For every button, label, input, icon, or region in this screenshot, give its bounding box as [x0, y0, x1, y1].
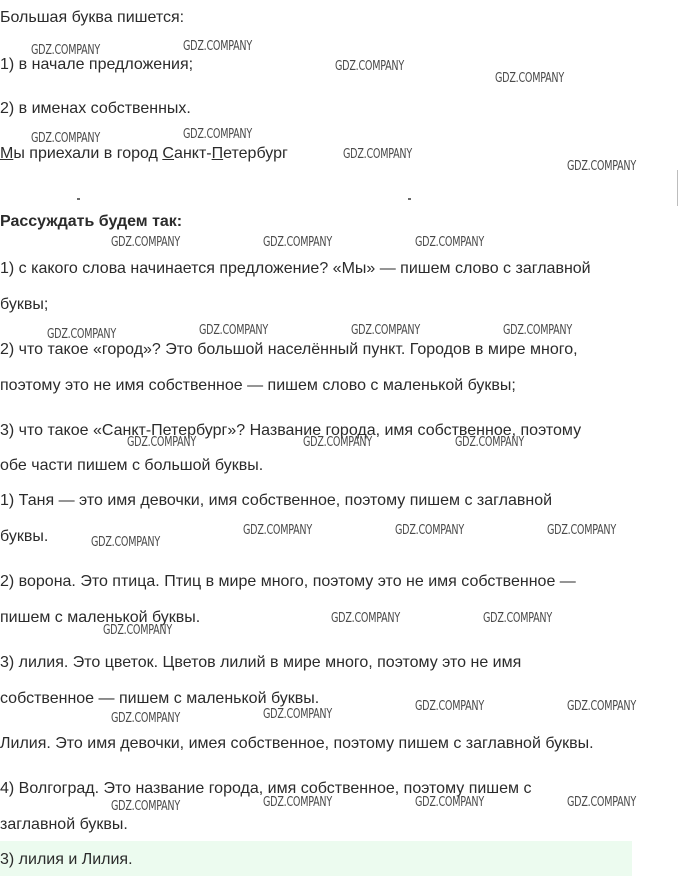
example-text-3: етербург — [223, 145, 288, 162]
watermark: GDZ.COMPANY — [127, 435, 196, 450]
watermark: GDZ.COMPANY — [495, 71, 564, 86]
reason-line: 2) что такое «город»? Это большой населённый пункт. Городов в мире много, — [0, 341, 578, 358]
watermark: GDZ.COMPANY — [111, 711, 180, 726]
watermark: GDZ.COMPANY — [415, 795, 484, 810]
reason-line: 3) что такое «Санкт-Петербург»? Название города, имя собственное, поэтому — [0, 422, 582, 439]
watermark: GDZ.COMPANY — [503, 323, 572, 338]
example-text-1: ы приехали в город — [13, 145, 163, 162]
answer-line: 1) Таня — это имя девочки, имя собственное, поэтому пишем с заглавной — [0, 492, 553, 509]
watermark: GDZ.COMPANY — [91, 535, 160, 550]
watermark: GDZ.COMPANY — [183, 127, 252, 142]
watermark: GDZ.COMPANY — [343, 147, 412, 162]
watermark: GDZ.COMPANY — [199, 323, 268, 338]
example-sentence — [0, 145, 288, 163]
watermark: GDZ.COMPANY — [395, 523, 464, 538]
watermark: GDZ.COMPANY — [263, 795, 332, 810]
watermark: GDZ.COMPANY — [103, 623, 172, 638]
watermark: GDZ.COMPANY — [243, 523, 312, 538]
watermark: GDZ.COMPANY — [567, 159, 636, 174]
watermark: GDZ.COMPANY — [415, 235, 484, 250]
rule-item-2: 2) в именах собственных. — [0, 100, 191, 117]
answer-line: буквы. — [0, 528, 49, 545]
watermark: GDZ.COMPANY — [455, 435, 524, 450]
capital-letter-s: С — [162, 145, 175, 162]
reason-line: 1) с какого слова начинается предложение? «Мы» — пишем слово с заглавной — [0, 260, 591, 277]
capital-letter-m: М — [0, 145, 14, 162]
cut-text-fragments — [0, 196, 680, 204]
final-answer: 3) лилия и Лилия. — [0, 851, 133, 868]
watermark: GDZ.COMPANY — [183, 39, 252, 54]
answer-line: заглавной буквы. — [0, 816, 128, 833]
answer-line: 4) Волгоград. Это название города, имя собственное, поэтому пишем с — [0, 780, 532, 797]
watermark: GDZ.COMPANY — [547, 523, 616, 538]
watermark: GDZ.COMPANY — [263, 707, 332, 722]
watermark: GDZ.COMPANY — [483, 611, 552, 626]
watermark: GDZ.COMPANY — [111, 799, 180, 814]
watermark: GDZ.COMPANY — [31, 131, 100, 146]
reason-line: буквы; — [0, 296, 49, 313]
reason-line: обе части пишем с большой буквы. — [0, 457, 264, 474]
watermark: GDZ.COMPANY — [31, 43, 100, 58]
answer-line: 2) ворона. Это птица. Птиц в мире много, поэтому это не имя собственное — — [0, 573, 576, 590]
reason-title: Рассуждать будем так: — [0, 213, 183, 230]
capital-letter-p: П — [211, 145, 224, 162]
watermark: GDZ.COMPANY — [415, 699, 484, 714]
watermark: GDZ.COMPANY — [47, 327, 116, 342]
answer-line: Лилия. Это имя девочки, имея собственное, поэтому пишем с заглавной буквы. — [0, 735, 594, 752]
watermark: GDZ.COMPANY — [567, 795, 636, 810]
rule-item-1: 1) в начале предложения; — [0, 56, 194, 73]
watermark: GDZ.COMPANY — [111, 235, 180, 250]
reason-line: поэтому это не имя собственное — пишем слово с маленькой буквы; — [0, 377, 516, 394]
watermark: GDZ.COMPANY — [263, 235, 332, 250]
example-text-2: анкт- — [174, 145, 212, 162]
rule-title: Большая буква пишется: — [0, 9, 185, 26]
watermark: GDZ.COMPANY — [351, 323, 420, 338]
answer-line: собственное — пишем с маленькой буквы. — [0, 690, 320, 707]
answer-line: пишем с маленькой буквы. — [0, 609, 201, 626]
watermark: GDZ.COMPANY — [567, 699, 636, 714]
watermark: GDZ.COMPANY — [335, 59, 404, 74]
answer-line: 3) лилия. Это цветок. Цветов лилий в мире много, поэтому это не имя — [0, 654, 522, 671]
watermark: GDZ.COMPANY — [303, 435, 372, 450]
watermark: GDZ.COMPANY — [331, 611, 400, 626]
